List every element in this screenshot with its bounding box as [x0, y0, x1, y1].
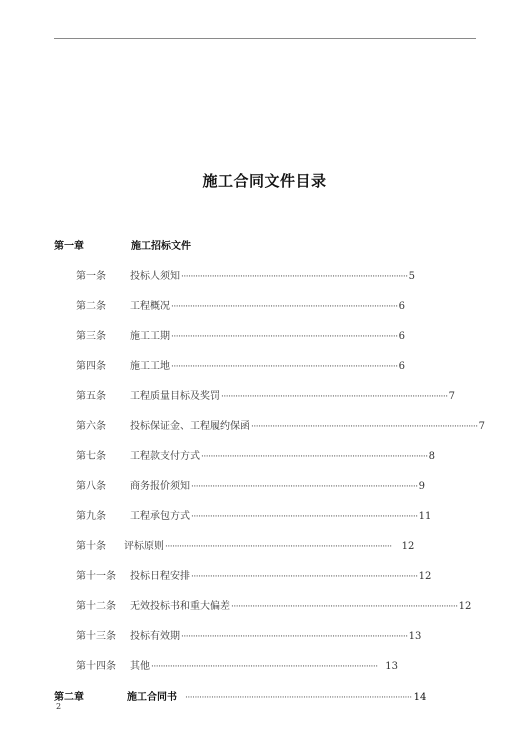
chapter-page: 14: [413, 692, 427, 703]
toc-entry-7[interactable]: [76, 447, 436, 463]
entry-page: 7: [448, 391, 456, 402]
entry-page: 9: [418, 481, 426, 492]
entry-number: 第一条: [76, 271, 106, 282]
dot-leader: ································································································: [221, 392, 448, 402]
entry-number: 第四条: [76, 361, 106, 372]
toc-entry-9[interactable]: [76, 507, 432, 523]
entry-title: 投标有效期: [130, 631, 180, 642]
entry-number: 第三条: [76, 331, 106, 342]
entry-number: 第九条: [76, 511, 106, 522]
entry-title: 商务报价须知: [130, 481, 190, 492]
entry-title: 施工工期: [130, 331, 170, 342]
chapter-title: 施工招标文件: [131, 241, 191, 252]
toc-entry-2[interactable]: [76, 297, 406, 313]
entry-number: 第七条: [76, 451, 106, 462]
entry-page: 12: [418, 571, 432, 582]
entry-title: 无效投标书和重大偏差: [130, 601, 230, 612]
dot-leader: ································································································: [191, 512, 418, 522]
entry-number: 第十四条: [76, 661, 116, 672]
toc-entry-5[interactable]: [76, 387, 456, 403]
toc-chapter-2[interactable]: [54, 688, 427, 704]
entry-title: 投标日程安排: [130, 571, 190, 582]
entry-number: 第十三条: [76, 631, 116, 642]
header-rule: [54, 38, 476, 39]
dot-leader: ································································································: [251, 422, 478, 432]
dot-leader: ································································································: [151, 662, 378, 672]
entry-title: 施工工地: [130, 361, 170, 372]
entry-number: 第十一条: [76, 571, 116, 582]
entry-title: 其他: [130, 661, 150, 672]
dot-leader: ································································································: [185, 693, 412, 703]
toc-entry-8[interactable]: [76, 477, 426, 493]
entry-page: 13: [385, 661, 398, 672]
entry-page: 12: [458, 601, 472, 612]
entry-number: 第五条: [76, 391, 106, 402]
entry-number: 第二条: [76, 301, 106, 312]
dot-leader: ································································································: [231, 602, 458, 612]
toc-entry-3[interactable]: [76, 327, 406, 343]
entry-number: 第十条: [76, 541, 106, 552]
entry-title: 投标人须知: [130, 271, 180, 282]
toc-entry-10[interactable]: [76, 537, 415, 553]
entry-page: 6: [398, 361, 406, 372]
toc-entry-6[interactable]: [76, 417, 486, 433]
toc-entry-12[interactable]: [76, 597, 472, 613]
chapter-title: 施工合同书: [127, 692, 177, 703]
dot-leader: ································································································: [181, 272, 408, 282]
entry-number: 第十二条: [76, 601, 116, 612]
entry-page: 6: [398, 331, 406, 342]
entry-title: 工程款支付方式: [130, 451, 200, 462]
dot-leader: ································································································: [181, 632, 408, 642]
chapter-number: 第一章: [54, 241, 84, 252]
entry-page: 8: [428, 451, 436, 462]
entry-title: 工程质量目标及奖罚: [130, 391, 220, 402]
entry-page: 6: [398, 301, 406, 312]
entry-number: 第八条: [76, 481, 106, 492]
toc-entry-11[interactable]: [76, 567, 432, 583]
dot-leader: ································································································: [191, 572, 418, 582]
entry-page: 11: [418, 511, 432, 522]
dot-leader: ································································································: [201, 452, 428, 462]
entry-title: 评标原则: [124, 541, 164, 552]
toc-entry-1[interactable]: [76, 267, 416, 283]
footer-page-number: 2: [56, 702, 62, 711]
toc-entry-14[interactable]: [76, 657, 398, 673]
entry-title: 工程承包方式: [130, 511, 190, 522]
entry-title: 投标保证金、工程履约保函: [130, 421, 250, 432]
entry-page: 13: [408, 631, 422, 642]
dot-leader: ································································································: [171, 302, 398, 312]
entry-number: 第六条: [76, 421, 106, 432]
dot-leader: ································································································: [191, 482, 418, 492]
chapter-number: 第二章: [54, 692, 84, 703]
entry-title: 工程概况: [130, 301, 170, 312]
entry-page: 12: [401, 541, 415, 552]
toc-entry-4[interactable]: [76, 357, 406, 373]
page-title: 施工合同文件目录: [202, 172, 327, 190]
dot-leader: ································································································: [171, 332, 398, 342]
dot-leader: ································································································: [165, 542, 392, 552]
toc-entry-13[interactable]: [76, 627, 422, 643]
entry-page: 5: [408, 271, 416, 282]
entry-page: 7: [478, 421, 486, 432]
toc-chapter-1[interactable]: [54, 237, 214, 253]
dot-leader: ································································································: [171, 362, 398, 372]
